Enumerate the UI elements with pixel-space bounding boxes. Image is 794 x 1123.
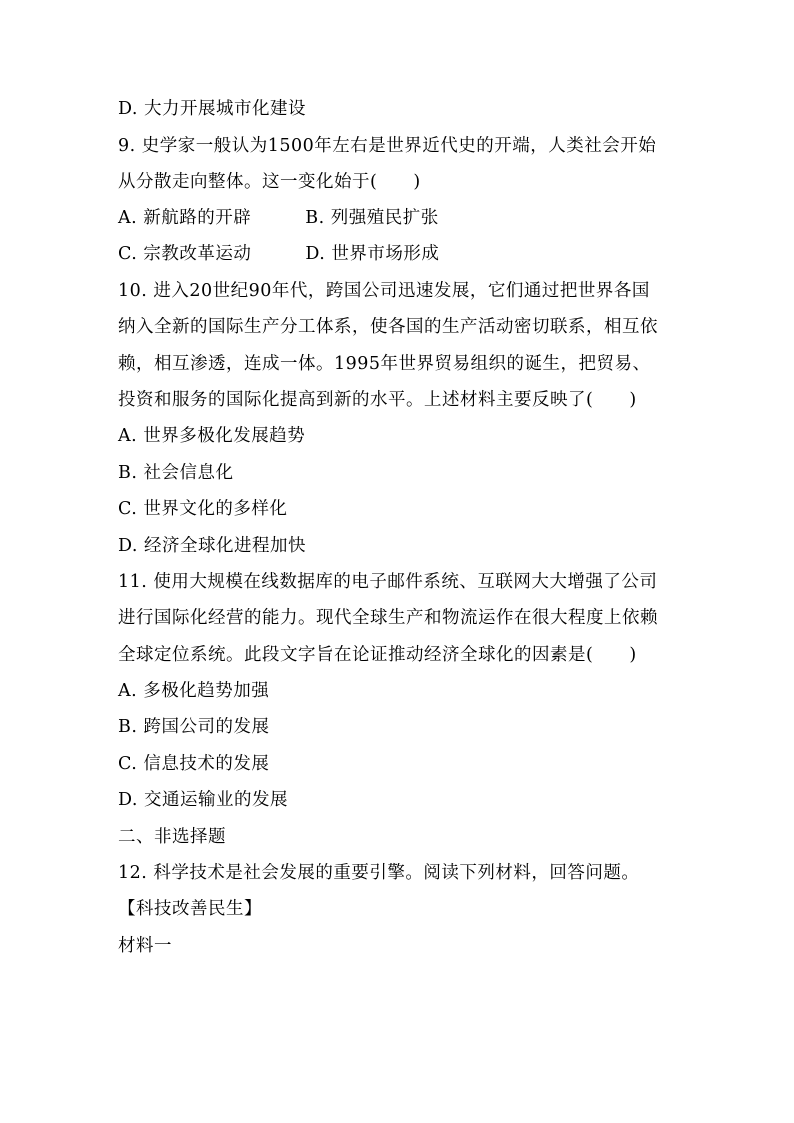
q11-option-d: D. 交通运输业的发展 <box>118 790 289 810</box>
q10-stem-line-4: 投资和服务的国际化提高到新的水平。上述材料主要反映了( ) <box>118 390 637 410</box>
q11-stem-line-3: 全球定位系统。此段文字旨在论证推动经济全球化的因素是( ) <box>118 645 637 665</box>
q12-material-label: 材料一 <box>118 936 172 956</box>
q10-stem-line-1: 10. 进入20世纪90年代，跨国公司迅速发展，它们通过把世界各国 <box>118 281 650 301</box>
q11-option-b: B. 跨国公司的发展 <box>118 717 270 737</box>
section-heading: 二、非选择题 <box>118 827 226 847</box>
q10-option-a: A. 世界多极化发展趋势 <box>118 426 306 446</box>
q12-subheading: 【科技改善民生】 <box>118 899 262 919</box>
q11-stem-line-1: 11. 使用大规模在线数据库的电子邮件系统、互联网大大增强了公司 <box>118 572 658 592</box>
q10-option-b: B. 社会信息化 <box>118 463 234 483</box>
q11-stem-line-2: 进行国际化经营的能力。现代全球生产和物流运作在很大程度上依赖 <box>118 608 658 628</box>
q10-stem-line-2: 纳入全新的国际生产分工体系，使各国的生产活动密切联系，相互依 <box>118 317 658 337</box>
q10-stem-line-3: 赖，相互渗透，连成一体。1995年世界贸易组织的诞生，把贸易、 <box>118 354 651 374</box>
q9-options-cd: C. 宗教改革运动 D. 世界市场形成 <box>118 244 440 264</box>
q9-options-ab: A. 新航路的开辟 B. 列强殖民扩张 <box>118 208 439 228</box>
q10-option-d: D. 经济全球化进程加快 <box>118 536 307 556</box>
q11-option-a: A. 多极化趋势加强 <box>118 681 270 701</box>
q12-stem: 12. 科学技术是社会发展的重要引擎。阅读下列材料，回答问题。 <box>118 863 640 883</box>
q11-option-c: C. 信息技术的发展 <box>118 754 270 774</box>
q9-stem-line-2: 从分散走向整体。这一变化始于( ) <box>118 172 421 192</box>
q9-stem-line-1: 9. 史学家一般认为1500年左右是世界近代史的开端，人类社会开始 <box>118 136 657 156</box>
q10-option-c: C. 世界文化的多样化 <box>118 499 288 519</box>
q8-option-d: D. 大力开展城市化建设 <box>118 99 307 119</box>
